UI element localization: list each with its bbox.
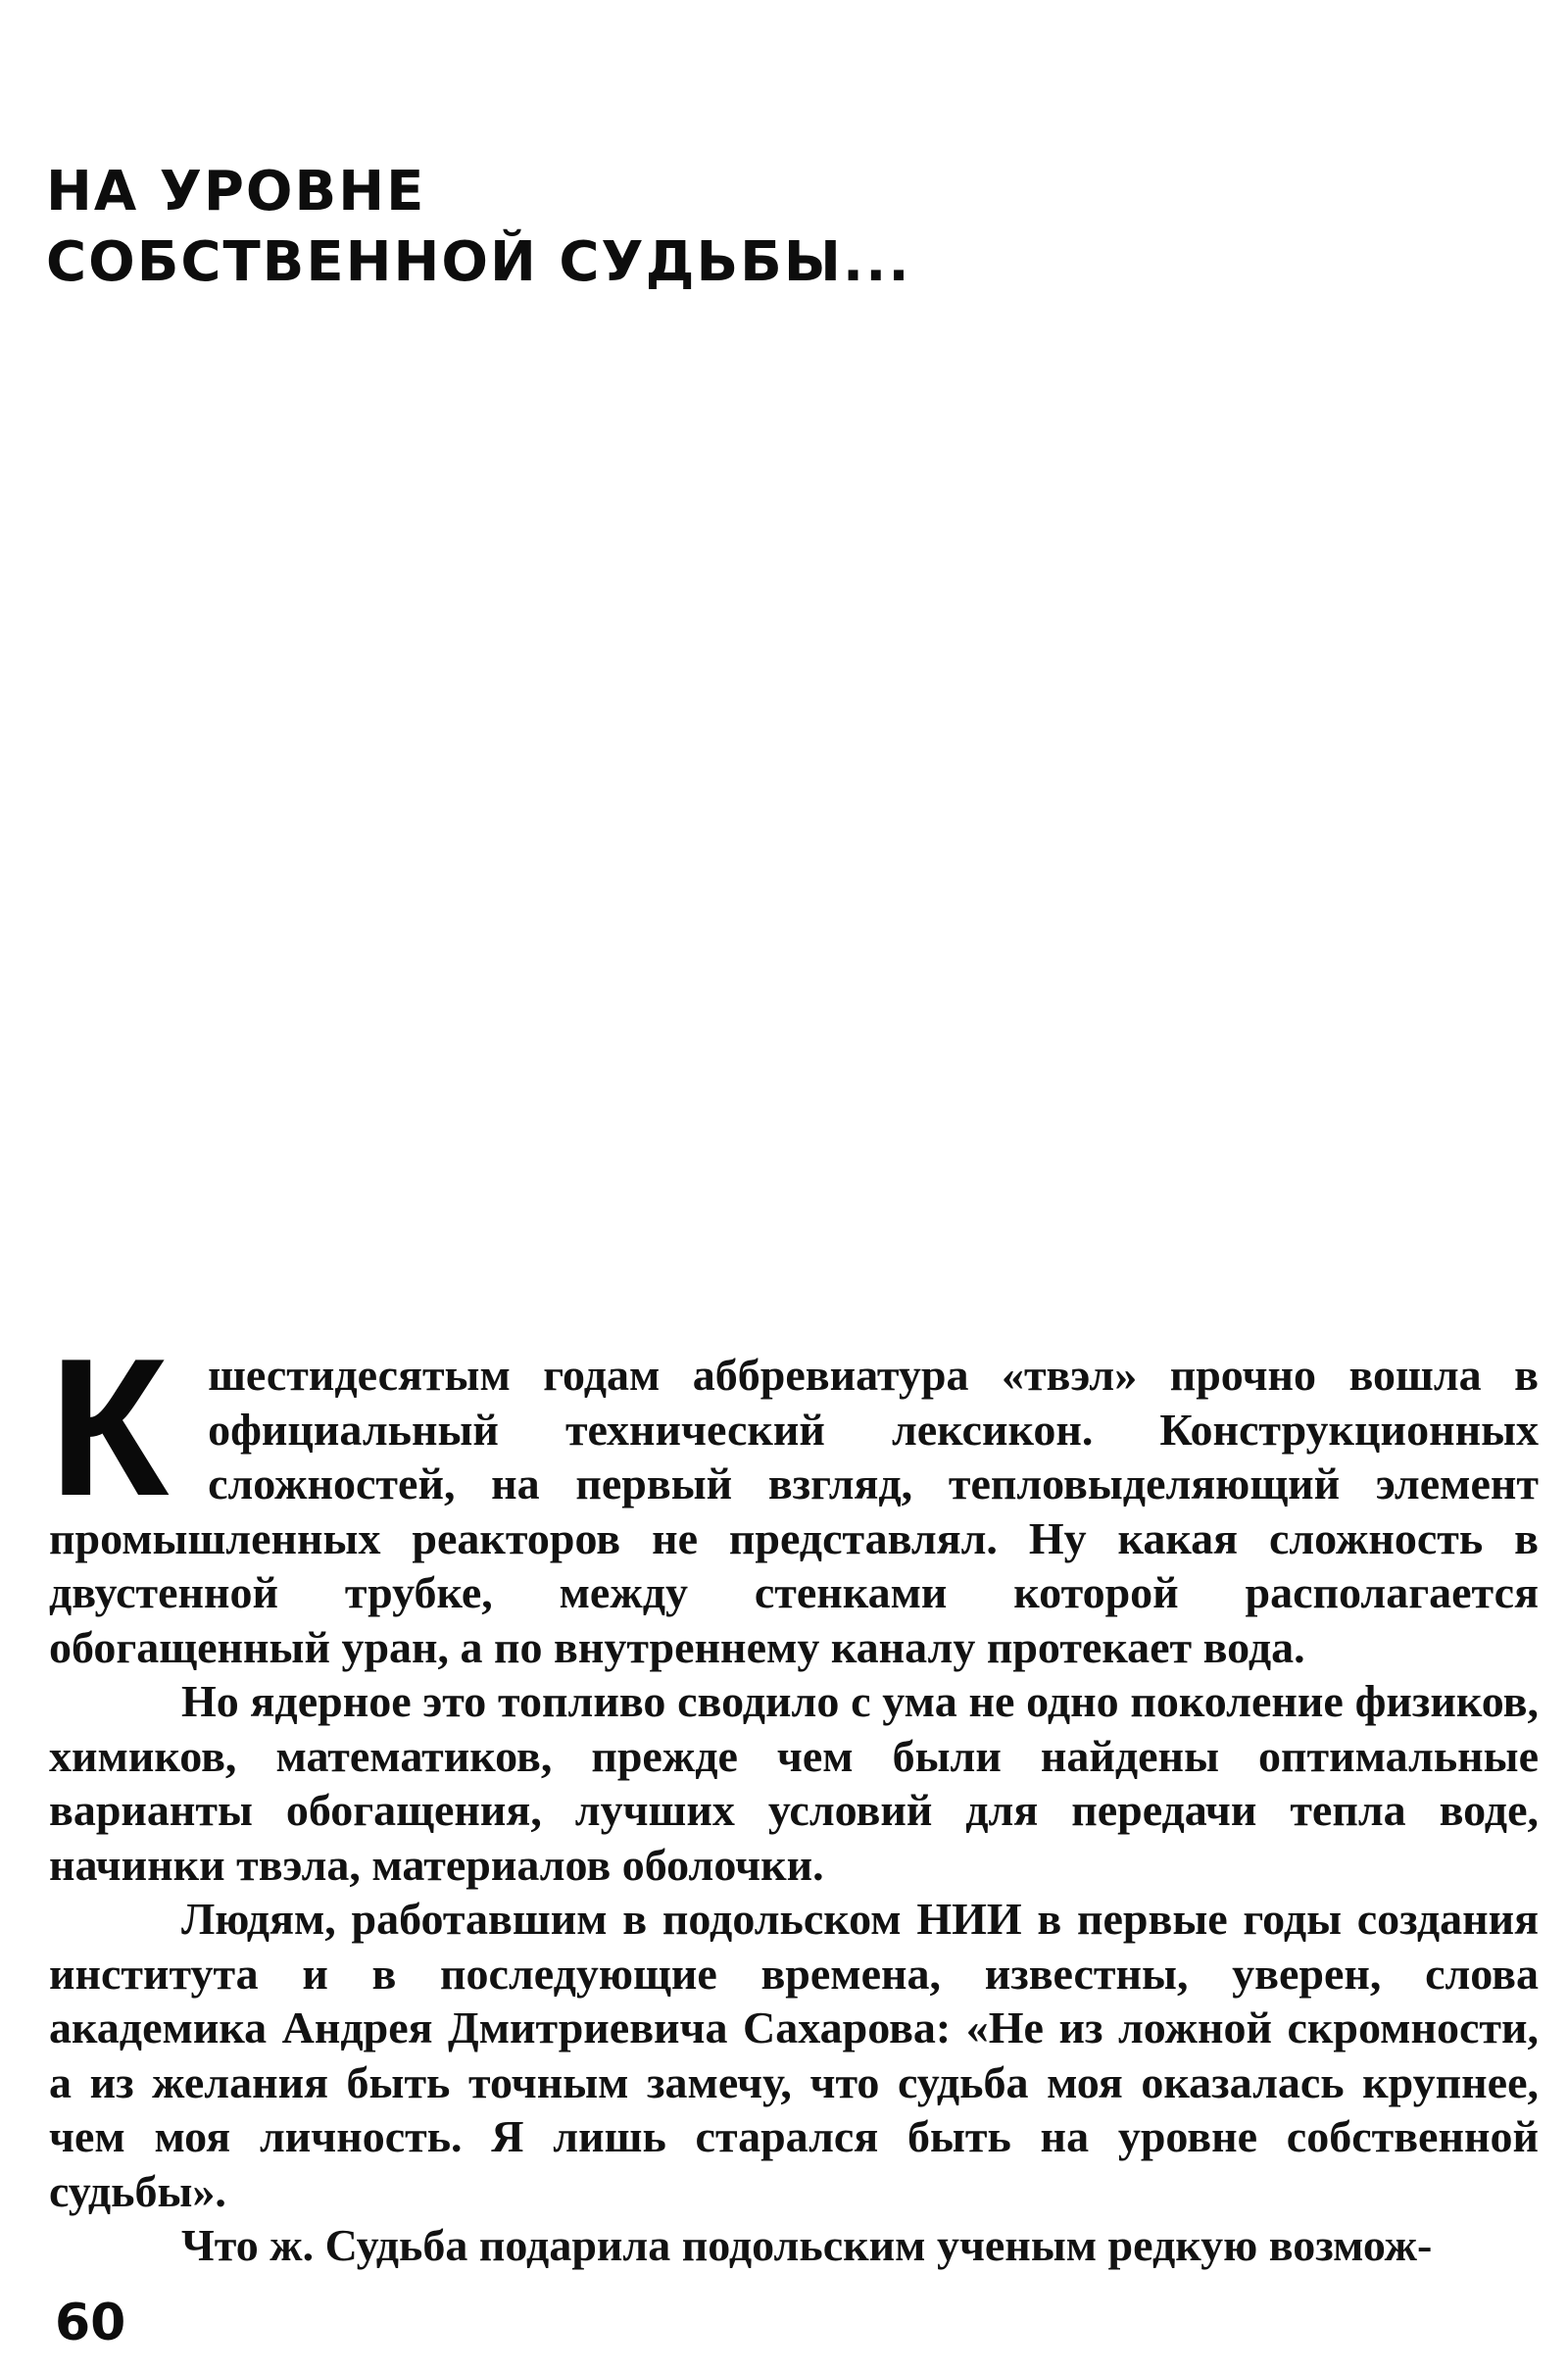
drop-cap: К — [49, 1318, 170, 1537]
body-text — [49, 1318, 1539, 2273]
chapter-heading-line-1: НА УРОВНЕ — [46, 160, 426, 223]
paragraph-2: Но ядерное это топливо сводило с ума не одно поколение физиков, химиков, математиков, прежде чем были найдены оптимальные варианты обогащения, лучших условий для передачи тепла воде, начинки твэла, материалов оболочки. — [49, 1676, 1539, 1890]
chapter-heading — [46, 157, 911, 298]
paragraph-4: Что ж. Судьба подарила подольским ученым редкую возмож- — [181, 2220, 1433, 2270]
paragraph-1: шестидесятым годам аббревиатура «твэл» прочно вошла в официальный технический лексикон. Конструкционных сложностей, на первый взгляд, тепловыделяющий элемент промышленных реакторов не представлял. Ну какая сложность в двустенной трубке, между стенками которой располагается обогащенный уран, а по внутреннему каналу протекает вода. — [49, 1350, 1539, 1672]
page-number: 60 — [55, 2294, 126, 2352]
chapter-heading-line-2: СОБСТВЕННОЙ СУДЬБЫ... — [46, 230, 911, 294]
paragraph-3: Людям, работавшим в подольском НИИ в первые годы создания института и в последующие времена, известны, уверен, слова академика Андрея Дмитриевича Сахарова: «Не из ложной скромности, а из желания быть точным замечу, что судьба моя оказалась крупнее, чем моя личность. Я лишь старался быть на уровне собственной судьбы». — [49, 1894, 1539, 2216]
